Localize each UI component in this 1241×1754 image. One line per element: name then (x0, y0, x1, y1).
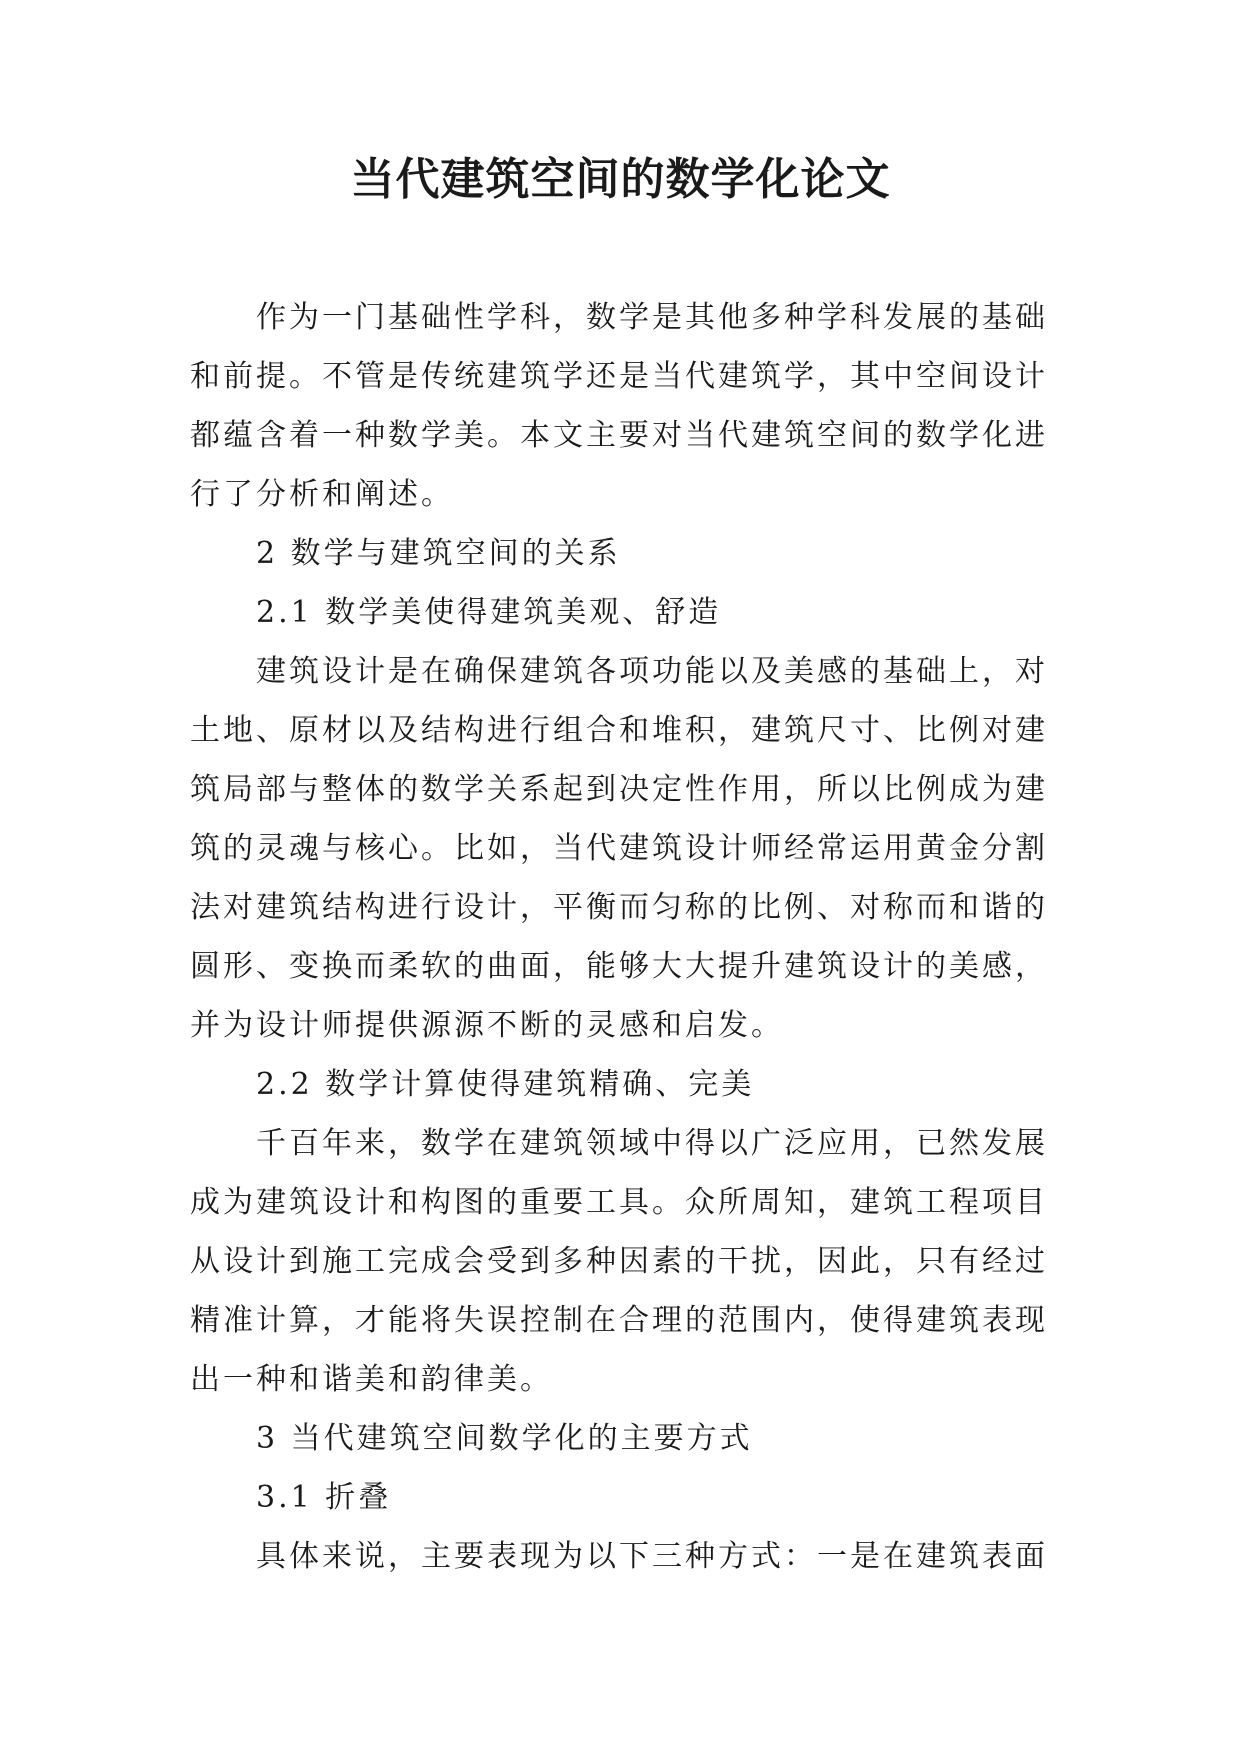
paragraph-intro: 作为一门基础性学科，数学是其他多种学科发展的基础和前提。不管是传统建筑学还是当代建筑学，其中空间设计都蕴含着一种数学美。本文主要对当代建筑空间的数学化进行了分析和阐述。 (190, 300, 1048, 512)
document-title: 当代建筑空间的数学化论文 (350, 154, 891, 205)
paragraph-2-2: 千百年来，数学在建筑领域中得以广泛应用，已然发展成为建筑设计和构图的重要工具。众所周知，建筑工程项目从设计到施工完成会受到多种因素的干扰，因此，只有经过精准计算，才能将失误控制在合理的范围内，使得建筑表现出一种和谐美和韵律美。 (190, 1126, 1048, 1397)
subsection-heading-2-1: 2.1 数学美使得建筑美观、舒造 (256, 595, 722, 630)
section-heading-2: 2 数学与建筑空间的关系 (256, 536, 621, 571)
subsection-heading-3-1: 3.1 折叠 (256, 1480, 392, 1515)
paragraph-3-1: 具体来说，主要表现为以下三种方式：一是在建筑表面 (256, 1539, 1048, 1574)
document-body (190, 288, 1048, 1586)
subsection-heading-2-2: 2.2 数学计算使得建筑精确、完美 (256, 1067, 755, 1102)
section-heading-3: 3 当代建筑空间数学化的主要方式 (256, 1421, 753, 1456)
paragraph-2-1: 建筑设计是在确保建筑各项功能以及美感的基础上，对土地、原材以及结构进行组合和堆积，建筑尺寸、比例对建筑局部与整体的数学关系起到决定性作用，所以比例成为建筑的灵魂与核心。比如，当代建筑设计师经常运用黄金分割法对建筑结构进行设计，平衡而匀称的比例、对称而和谐的圆形、变换而柔软的曲面，能够大大提升建筑设计的美感，并为设计师提供源源不断的灵感和启发。 (190, 654, 1048, 1043)
